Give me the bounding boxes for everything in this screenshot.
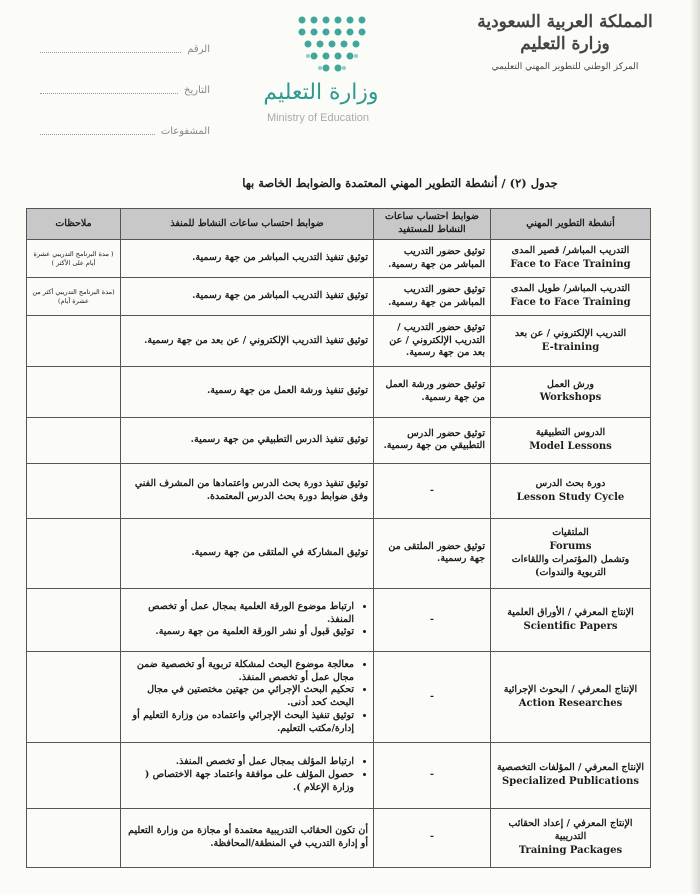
organization-header (460, 12, 670, 72)
column-header-activity: أنشطة التطوير المهني (491, 209, 651, 240)
ministry-name: وزارة التعليم (520, 34, 610, 54)
list-item: • تحكيم البحث الإجرائي من جهتين مختصتين في مجال البحث كحد أدنى. (126, 684, 354, 710)
logo-english-text: Ministry of Education (266, 112, 370, 124)
table-row: الإنتاج المعرفي / المؤلفات التخصصية Specialized Publications - • ارتباط المؤلف بمجال عمل أو تخصص المنفذ. • حصول المؤلف على موافقة واعتماد جهة الاختصاص ( وزارة الإعلام ). (27, 743, 651, 809)
column-header-implementer-rules: ضوابط احتساب ساعات النشاط للمنفذ (121, 209, 374, 240)
list-item: • حصول المؤلف على موافقة واعتماد جهة الاختصاص ( وزارة الإعلام ). (126, 769, 354, 795)
date-field: التاريخ (40, 59, 210, 100)
attachments-field: المشفوعات (40, 100, 210, 141)
table-row: التدريب المباشر/ قصير المدى Face to Face Training توثيق حضور التدريب المباشر من جهة رسمية. توثيق تنفيذ التدريب المباشر من جهة رسمية. ( مدة البرنامج التدريبي عشرة أيام على الأكثر ) (27, 240, 651, 278)
list-item: • ارتباط المؤلف بمجال عمل أو تخصص المنفذ. (126, 756, 354, 769)
table-row: التدريب الإلكتروني / عن بعد E-training توثيق حضور التدريب / التدريب الإلكتروني / عن بعد من جهة رسمية. توثيق تنفيذ التدريب الإلكتروني / عن بعد من جهة رسمية. (27, 316, 651, 367)
table-row: الدروس التطبيقية Model Lessons توثيق حضور الدرس التطبيقي من جهة رسمية. توثيق تنفيذ الدرس التطبيقي من جهة رسمية. (27, 417, 651, 464)
table-row: الإنتاج المعرفي / إعداد الحقائب التدريبية Training Packages - أن تكون الحقائب التدريبية معتمدة أو مجازة من وزارة التعليم أو إدارة التدريب في المنطقة/المحافظة. (27, 808, 651, 867)
column-header-notes: ملاحظات (27, 209, 121, 240)
table-header-row (27, 209, 651, 240)
table-row: الإنتاج المعرفي / البحوث الإجرائية Action Researches - • معالجة موضوع البحث لمشكلة تربوية أو تخصصية ضمن مجال عمل أو تخصص المنفذ. • تحكيم البحث الإجرائي من جهتين مختصتين في مجال البحث كحد أدنى. • توثيق تنفيذ البحث الإجرائي واعتماده من وزارة التعليم أو إدارة/مكتب التعليم. (27, 652, 651, 743)
kingdom-name: المملكة العربية السعودية (477, 12, 653, 32)
logo-arabic-text: وزارة التعليم (263, 80, 379, 105)
list-item: • توثيق قبول أو نشر الورقة العلمية من جهة رسمية. (126, 626, 354, 639)
ministry-logo (238, 14, 398, 124)
center-name: المركز الوطني للتطوير المهني التعليمي (491, 62, 639, 72)
page-edge-shadow (690, 0, 700, 894)
logo-dots-icon (296, 14, 368, 72)
column-header-attendee-rules: ضوابط احتساب ساعات النشاط للمستفيد (374, 209, 491, 240)
table-row: التدريب المباشر/ طويل المدى Face to Face Training توثيق حضور التدريب المباشر من جهة رسمية. توثيق تنفيذ التدريب المباشر من جهة رسمية. (مدة البرنامج التدريبي أكثر من عشرة أيام) (27, 278, 651, 316)
list-item: • ارتباط موضوع الورقة العلمية بمجال عمل أو تخصص المنفذ. (126, 601, 354, 627)
table-row: ورش العمل Workshops توثيق حضور ورشة العمل من جهة رسمية. توثيق تنفيذ ورشة العمل من جهة رسمية. (27, 366, 651, 417)
table-row: دورة بحث الدرس Lesson Study Cycle - توثيق تنفيذ دورة بحث الدرس واعتمادها من المشرف الفني وفق ضوابط دورة بحث الدرس المعتمدة. (27, 464, 651, 519)
activities-table (26, 208, 651, 868)
table-row: الإنتاج المعرفي / الأوراق العلمية Scientific Papers - • ارتباط موضوع الورقة العلمية بمجال عمل أو تخصص المنفذ. • توثيق قبول أو نشر الورقة العلمية من جهة رسمية. (27, 588, 651, 651)
list-item: • معالجة موضوع البحث لمشكلة تربوية أو تخصصية ضمن مجال عمل أو تخصص المنفذ. (126, 659, 354, 685)
document-meta-fields (40, 18, 210, 141)
table-title: جدول (٢) / أنشطة التطوير المهني المعتمدة والضوابط الخاصة بها (242, 176, 558, 190)
table-row: الملتقيات Forums وتشمل (المؤتمرات واللقاءات التربوية والندوات) توثيق حضور الملتقى من جهة رسمية. توثيق المشاركة في الملتقى من جهة رسمية. (27, 519, 651, 589)
number-field: الرقم (40, 18, 210, 59)
list-item: • توثيق تنفيذ البحث الإجرائي واعتماده من وزارة التعليم أو إدارة/مكتب التعليم. (126, 710, 354, 736)
